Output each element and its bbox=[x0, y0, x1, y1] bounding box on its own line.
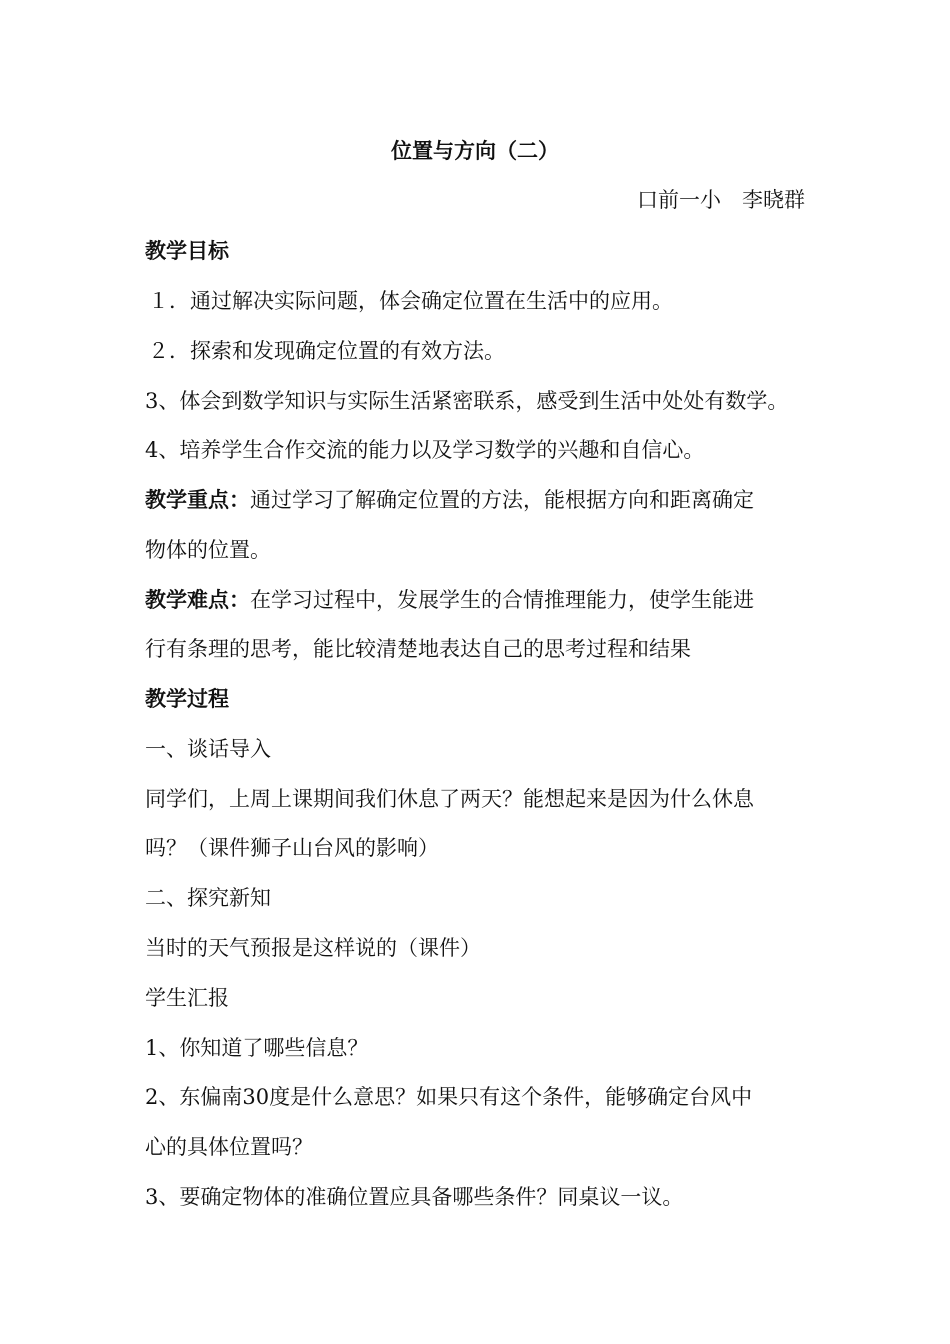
process-heading: 教学过程 bbox=[145, 687, 229, 711]
key-point-label: 教学重点： bbox=[145, 488, 250, 512]
process-line-1: 一、谈话导入 bbox=[145, 737, 271, 761]
objective-item-3: 3、体会到数学知识与实际生活紧密联系，感受到生活中处处有数学。 bbox=[145, 389, 789, 413]
difficult-point-line-1 bbox=[145, 585, 754, 615]
difficult-point-text: 在学习过程中，发展学生的合情推理能力，使学生能进 bbox=[250, 588, 754, 612]
process-line-9: 心的具体位置吗？ bbox=[145, 1135, 313, 1159]
process-line-10: 3、要确定物体的准确位置应具备哪些条件？同桌议一议。 bbox=[145, 1185, 684, 1209]
document-title: 位置与方向（二） bbox=[391, 139, 559, 163]
objectives-heading: 教学目标 bbox=[145, 239, 229, 263]
process-line-7: 1、你知道了哪些信息？ bbox=[145, 1036, 369, 1060]
process-line-6: 学生汇报 bbox=[145, 986, 229, 1010]
objective-item-1: １．通过解决实际问题，体会确定位置在生活中的应用。 bbox=[148, 289, 673, 313]
objective-item-4: 4、培养学生合作交流的能力以及学习数学的兴趣和自信心。 bbox=[145, 438, 705, 462]
process-line-2: 同学们，上周上课期间我们休息了两天？能想起来是因为什么休息 bbox=[145, 787, 754, 811]
process-line-4: 二、探究新知 bbox=[145, 886, 271, 910]
author-line: 口前一小 李晓群 bbox=[637, 188, 805, 212]
difficult-point-label: 教学难点： bbox=[145, 588, 250, 612]
difficult-point-line-2: 行有条理的思考，能比较清楚地表达自己的思考过程和结果 bbox=[145, 637, 691, 661]
key-point-line-2: 物体的位置。 bbox=[145, 538, 271, 562]
process-line-5: 当时的天气预报是这样说的（课件） bbox=[145, 936, 481, 960]
process-line-3: 吗？（课件狮子山台风的影响） bbox=[145, 836, 439, 860]
objective-item-2: ２．探索和发现确定位置的有效方法。 bbox=[148, 339, 505, 363]
key-point-text: 通过学习了解确定位置的方法，能根据方向和距离确定 bbox=[250, 488, 754, 512]
process-line-8: 2、东偏南30度是什么意思？如果只有这个条件，能够确定台风中 bbox=[145, 1085, 753, 1109]
key-point-line-1 bbox=[145, 485, 754, 515]
